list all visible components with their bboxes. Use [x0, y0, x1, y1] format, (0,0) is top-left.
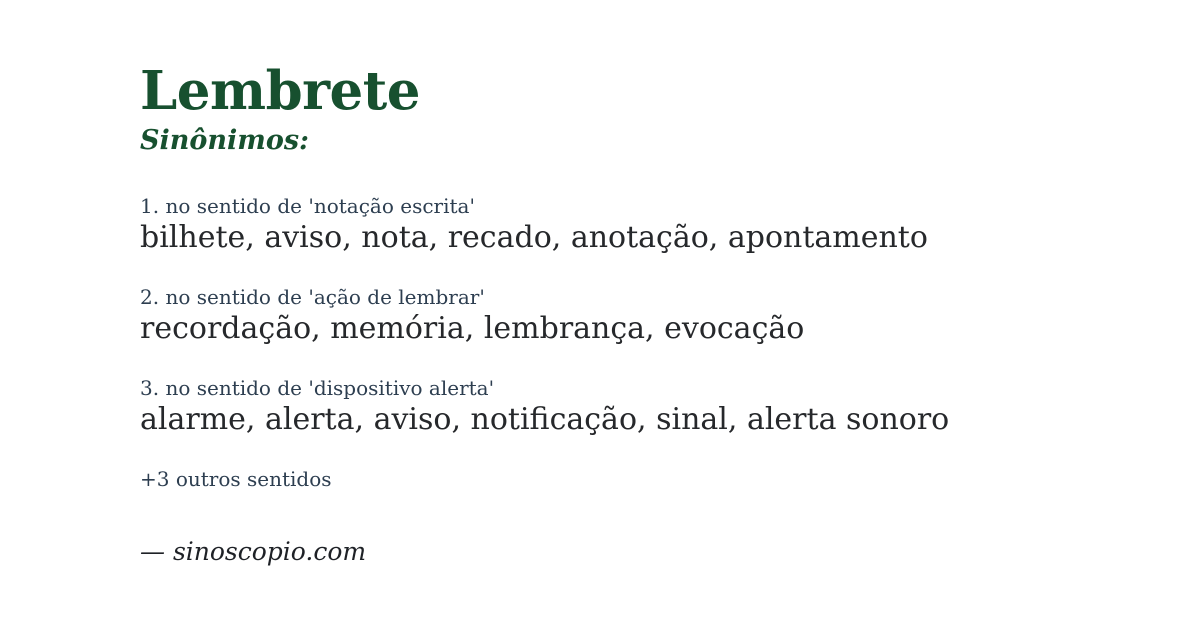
sense-synonyms: recordação, memória, lembrança, evocação	[140, 310, 805, 346]
attribution: — sinoscopio.com	[140, 536, 367, 566]
sense-entry	[140, 376, 1140, 438]
sense-label: 1. no sentido de 'notação escrita'	[140, 193, 475, 218]
sense-synonyms: bilhete, aviso, nota, recado, anotação, apontamento	[140, 219, 928, 255]
sense-entry	[140, 285, 1140, 347]
sense-entry	[140, 194, 1140, 256]
senses-list	[140, 194, 1140, 438]
subtitle-synonyms: Sinônimos:	[140, 124, 310, 156]
more-senses-note: +3 outros sentidos	[140, 466, 332, 491]
sense-label: 3. no sentido de 'dispositivo alerta'	[140, 375, 495, 400]
sense-label: 2. no sentido de 'ação de lembrar'	[140, 284, 485, 309]
page-title: Lembrete	[140, 60, 420, 122]
sense-synonyms: alarme, alerta, aviso, notificação, sinal, alerta sonoro	[140, 401, 950, 437]
